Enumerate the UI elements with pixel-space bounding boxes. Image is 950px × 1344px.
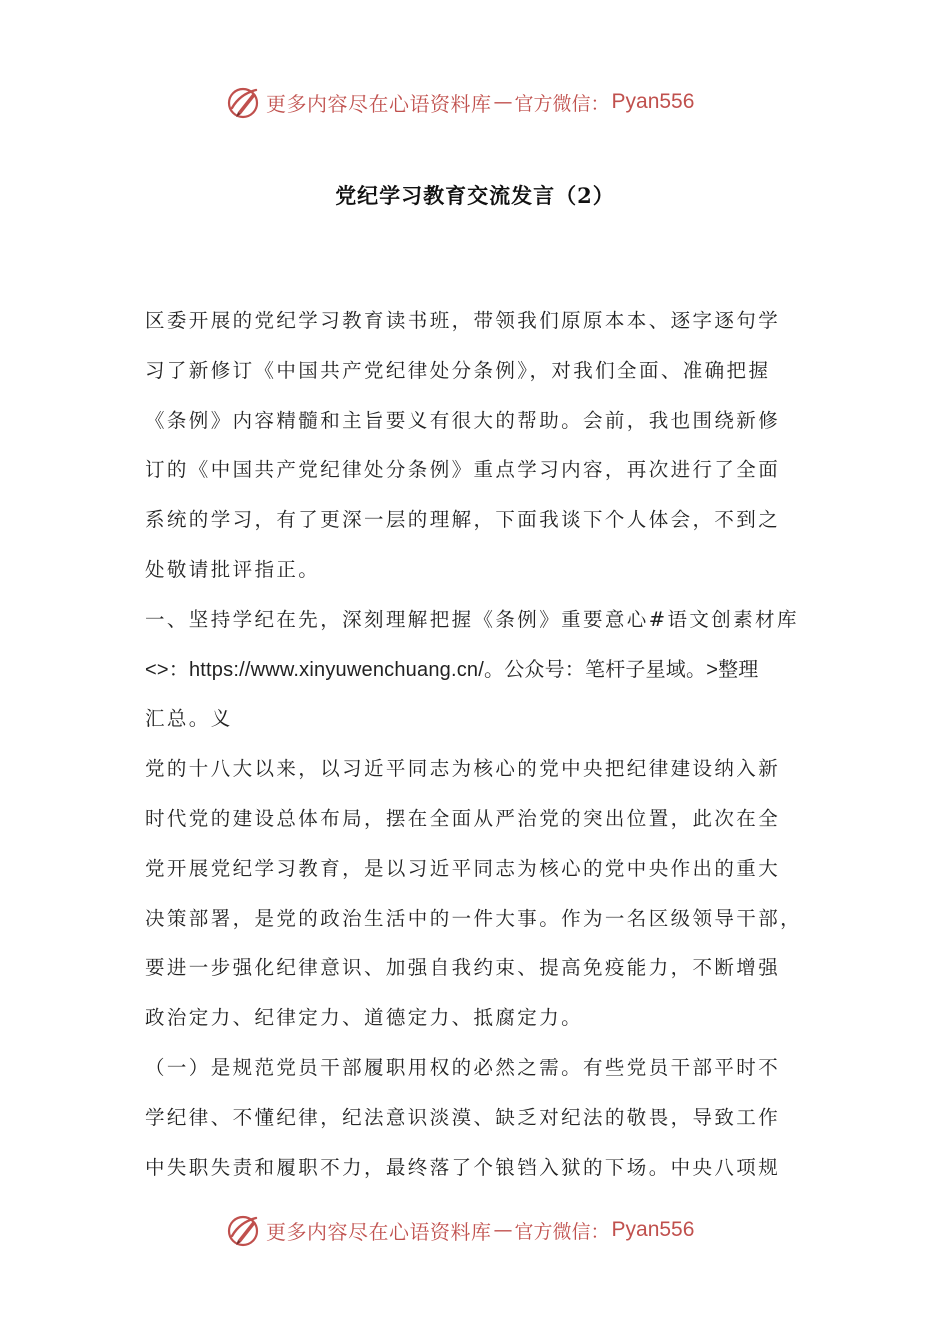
document-title: 党纪学习教育交流发言（2） — [335, 183, 615, 208]
pen-logo-icon — [226, 84, 262, 120]
banner-dash: — — [493, 91, 513, 113]
text-line: 学纪律、不懂纪律，纪法意识淡漠、缺乏对纪法的敬畏，导致工作 — [145, 1105, 781, 1129]
text-line: 处敬请批评指正。 — [145, 557, 321, 581]
banner-wechat-id: Pyan556 — [611, 90, 695, 113]
subsection-heading: （一）是规范党员干部履职用权的必然之需。有些党员干部平时不 — [145, 1055, 781, 1079]
banner-wechat-label: 官方微信： — [514, 1220, 610, 1243]
banner-wechat-id: Pyan556 — [611, 1218, 695, 1241]
url-text: <>：https://www.xinyuwenchuang.cn/。公众号：笔杆子星域。>整理 — [145, 658, 759, 681]
text-line: 汇总。义 — [145, 707, 233, 731]
text-line: 决策部署，是党的政治生活中的一件大事。作为一名区级领导干部， — [145, 906, 803, 930]
banner-text: 更多内容尽在心语资料库 — [266, 91, 492, 116]
banner-text: 更多内容尽在心语资料库 — [266, 1219, 492, 1244]
text-line: 党的十八大以来，以习近平同志为核心的党中央把纪律建设纳入新 — [145, 757, 781, 781]
text-line: 订的《中国共产党纪律处分条例》重点学习内容，再次进行了全面 — [145, 458, 781, 482]
text-line: 要进一步强化纪律意识、加强自我约束、提高免疫能力，不断增强 — [145, 956, 781, 980]
text-line-url — [145, 645, 813, 695]
banner-wechat-label: 官方微信： — [514, 92, 610, 115]
header-banner — [226, 82, 746, 122]
text-line: 中失职失责和履职不力，最终落了个锒铛入狱的下场。中央八项规 — [145, 1155, 781, 1179]
footer-banner — [226, 1210, 746, 1250]
text-line: 政治定力、纪律定力、道德定力、抵腐定力。 — [145, 1006, 584, 1030]
pen-logo-icon — [226, 1212, 262, 1248]
text-line: 系统的学习，有了更深一层的理解，下面我谈下个人体会，不到之 — [145, 508, 781, 532]
text-line: 《条例》内容精髓和主旨要义有很大的帮助。会前，我也围绕新修 — [145, 408, 781, 432]
banner-dash: — — [493, 1219, 513, 1241]
text-line: 区委开展的党纪学习教育读书班，带领我们原原本本、逐字逐句学 — [145, 309, 781, 332]
text-line: 习了新修订《中国共产党纪律处分条例》，对我们全面、准确把握 — [145, 358, 771, 382]
document-body — [145, 296, 813, 1192]
section-heading: 一、坚持学纪在先，深刻理解把握《条例》重要意心#语文创素材库 — [145, 607, 799, 631]
text-line: 时代党的建设总体布局，摆在全面从严治党的突出位置，此次在全 — [145, 806, 781, 830]
text-line: 党开展党纪学习教育，是以习近平同志为核心的党中央作出的重大 — [145, 856, 781, 880]
